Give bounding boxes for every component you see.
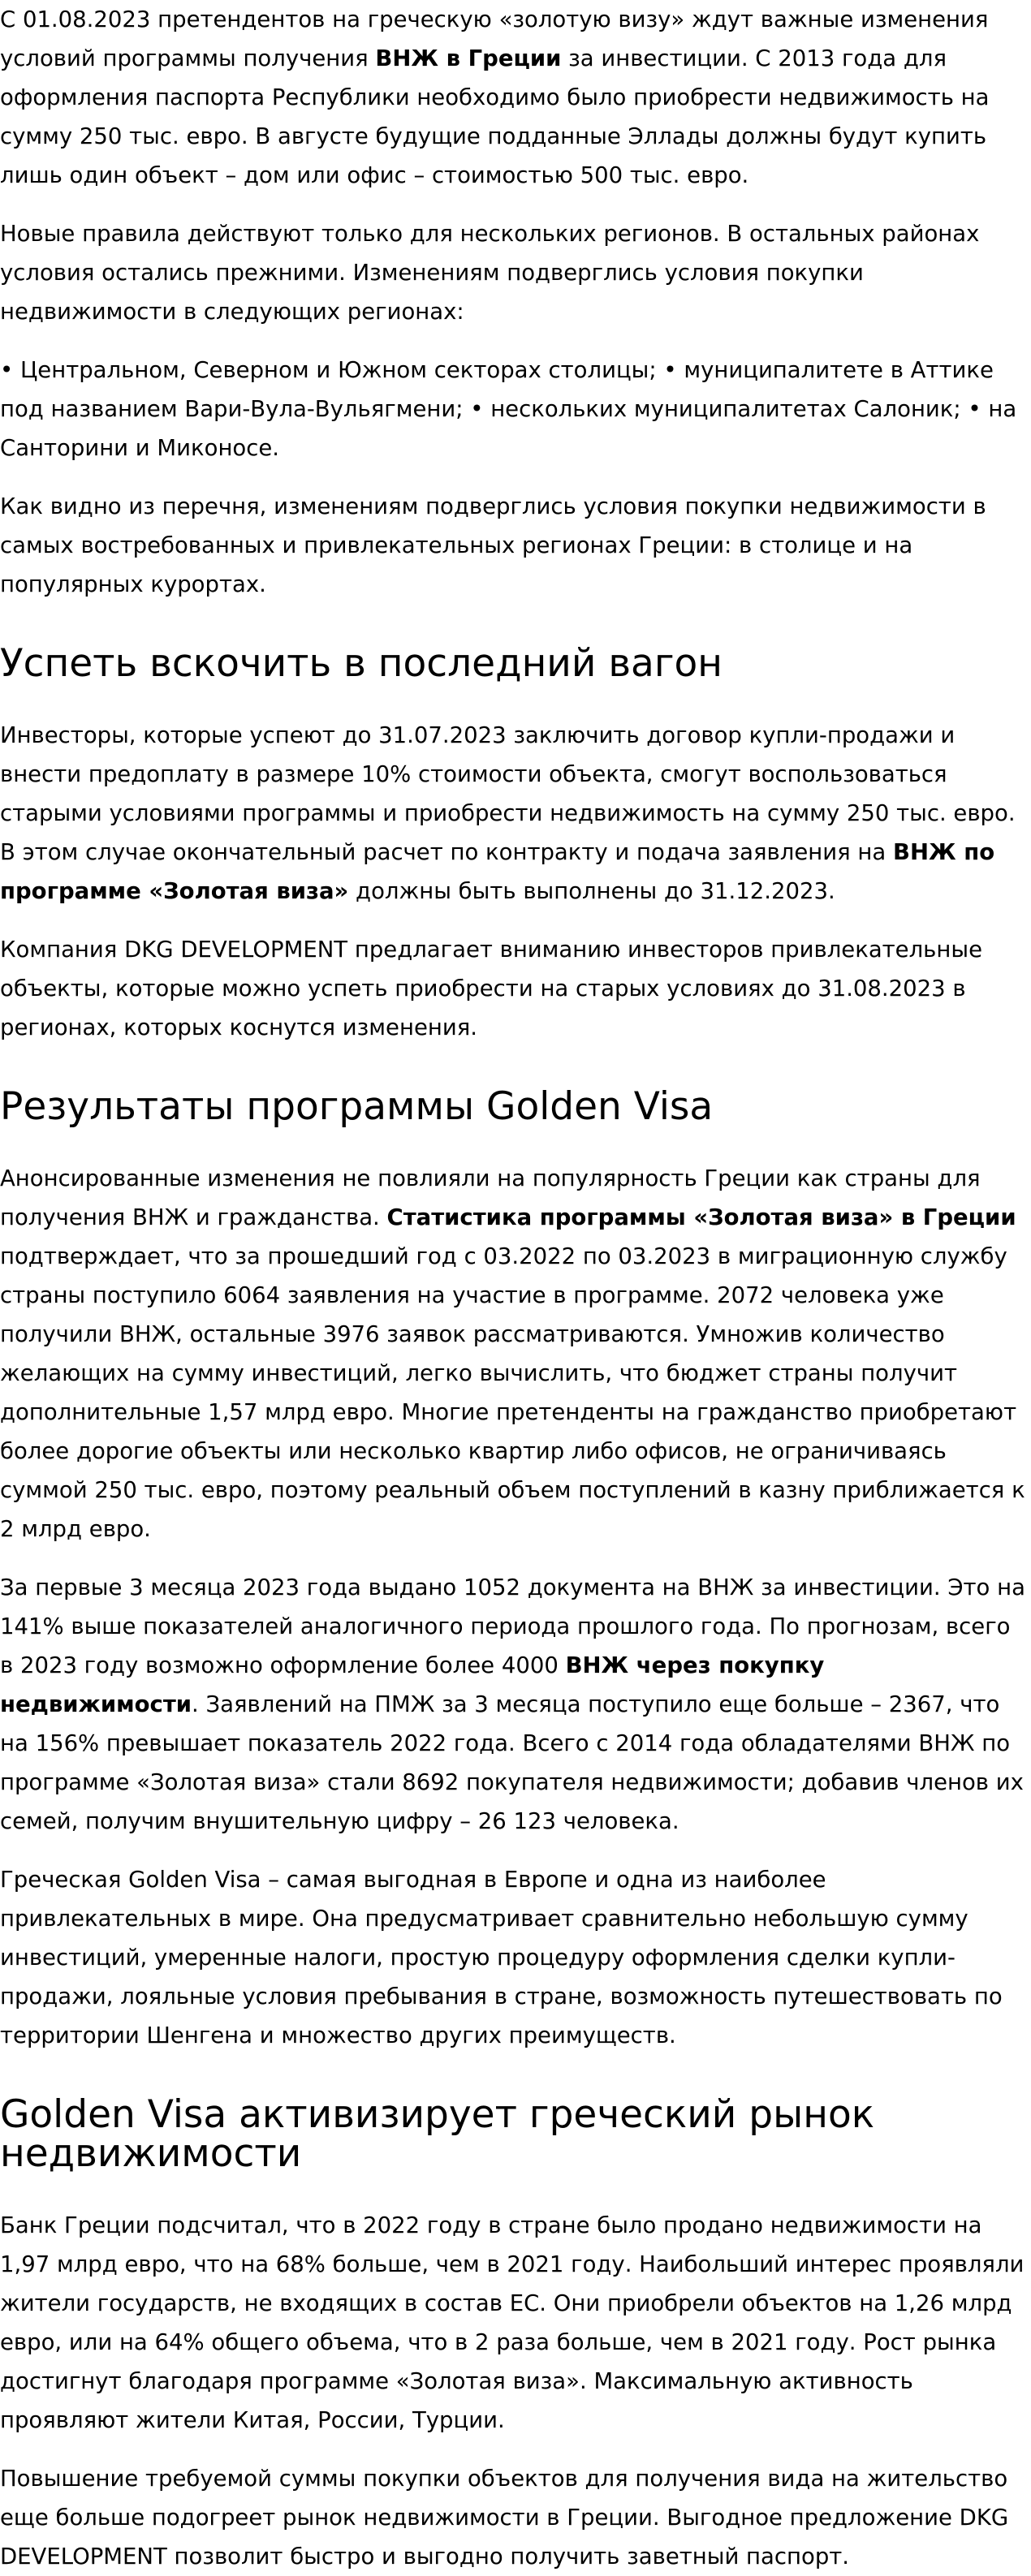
paragraph-text: . Заявлений на ПМЖ за 3 месяца поступило еще больше – 2367, что на 156% превышает показатель 2022 года. Всего с 2014 года обладателями ВНЖ по программе «Золотая виза» стали 8692 покупателя недвижимости; добавив членов их семей, получим внушительную цифру – 26 123 человека. bbox=[0, 1691, 1024, 1834]
paragraph-text: Анонсированные изменения не повлияли на популярность Греции как страны для получения ВНЖ и гражданства. bbox=[0, 1165, 981, 1230]
paragraph-regions-summary: Как видно из перечня, изменениям подверглись условия покупки недвижимости в самых востребованных и привлекательных регионах Греции: в столице и на популярных курортах. bbox=[0, 493, 986, 597]
section-heading-results: Результаты программы Golden Visa bbox=[0, 1084, 714, 1129]
section-heading-market: Golden Visa активизирует греческий рынок недвижимости bbox=[0, 2092, 875, 2176]
paragraph-new-rules: Новые правила действуют только для нескольких регионов. В остальных районах условия остались прежними. Изменениям подверглись условия покупки недвижимости в следующих регионах: bbox=[0, 221, 980, 325]
paragraph-deadline bbox=[0, 716, 1029, 911]
paragraph-intro bbox=[0, 0, 1029, 195]
paragraph-text: За первые 3 месяца 2023 года выдано 1052 документа на ВНЖ за инвестиции. Это на 141% выше показателей аналогичного периода прошлого года. По прогнозам, всего в 2023 году возможно оформление более 4000 bbox=[0, 1574, 1025, 1678]
paragraph-bank-of-greece: Банк Греции подсчитал, что в 2022 году в стране было продано недвижимости на 1,97 млрд евро, что на 68% больше, чем в 2021 году. Наибольший интерес проявляли жители государств, не входящих в состав ЕС. Они приобрели объектов на 1,26 млрд евро, или на 64% общего объема, что в 2 раза больше, чем в 2021 году. Рост рынка достигнут благодаря программе «Золотая виза». Максимальную активность проявляют жители Китая, России, Турции. bbox=[0, 2212, 1025, 2433]
paragraph-text: должны быть выполнены до 31.12.2023. bbox=[348, 878, 835, 904]
paragraph-dkg-offer: Компания DKG DEVELOPMENT предлагает вниманию инвесторов привлекательные объекты, которые можно успеть приобрести на старых условиях до 31.08.2023 в регионах, которых коснутся изменения. bbox=[0, 937, 982, 1040]
paragraph-statistics bbox=[0, 1159, 1029, 1549]
paragraph-regions-list: • Центральном, Северном и Южном секторах столицы; • муниципалитете в Аттике под названием Вари-Вула-Вульягмени; • нескольких муниципалитетах Салоник; • на Санторини и Миконосе. bbox=[0, 357, 1017, 461]
paragraph-text: подтверждает, что за прошедший год с 03.2022 по 03.2023 в миграционную службу страны поступило 6064 заявления на участие в программе. 2072 человека уже получили ВНЖ, остальные 3976 заявок рассматриваются. Умножив количество желающих на сумму инвестиций, легко вычислить, что бюджет страны получит дополнительные 1,57 млрд евро. Многие претенденты на гражданство приобретают более дорогие объекты или несколько квартир либо офисов, не ограничиваясь суммой 250 тыс. евро, поэтому реальный объем поступлений в казну приближается к 2 млрд евро. bbox=[0, 1243, 1025, 1542]
paragraph-text: С 01.08.2023 претендентов на греческую «золотую визу» ждут важные изменения условий программы получения bbox=[0, 6, 989, 71]
paragraph-text: Инвесторы, которые успеют до 31.07.2023 заключить договор купли-продажи и внести предоплату в размере 10% стоимости объекта, смогут воспользоваться старыми условиями программы и приобрести недвижимость на сумму 250 тыс. евро. В этом случае окончательный расчет по контракту и подача заявления на bbox=[0, 722, 1016, 865]
keyword-golden-visa-program: ВНЖ по программе «Золотая виза» bbox=[0, 839, 995, 904]
section-heading-last-wagon: Успеть вскочить в последний вагон bbox=[0, 641, 723, 686]
keyword-vnzh-property: ВНЖ через покупку недвижимости bbox=[0, 1652, 825, 1717]
paragraph-quarter-results bbox=[0, 1568, 1029, 1841]
paragraph-advantages: Греческая Golden Visa – самая выгодная в Европе и одна из наиболее привлекательных в мире. Она предусматривает сравнительно небольшую сумму инвестиций, умеренные налоги, простую процедуру оформления сделки купли-продажи, лояльные условия пребывания в стране, возможность путешествовать по территории Шенгена и множество других преимуществ. bbox=[0, 1867, 1003, 2048]
paragraph-conclusion: Повышение требуемой суммы покупки объектов для получения вида на жительство еще больше подогреет рынок недвижимости в Греции. Выгодное предложение DKG DEVELOPMENT позволит быстро и выгодно получить заветный паспорт. bbox=[0, 2466, 1009, 2570]
paragraph-text: за инвестиции. С 2013 года для оформления паспорта Республики необходимо было приобрести недвижимость на сумму 250 тыс. евро. В августе будущие подданные Эллады должны будут купить лишь один объект – дом или офис – стоимостью 500 тыс. евро. bbox=[0, 45, 990, 188]
keyword-link-vnzh-greece: ВНЖ в Греции bbox=[375, 45, 562, 71]
keyword-program-statistics: Статистика программы «Золотая виза» в Греции bbox=[386, 1204, 1016, 1230]
